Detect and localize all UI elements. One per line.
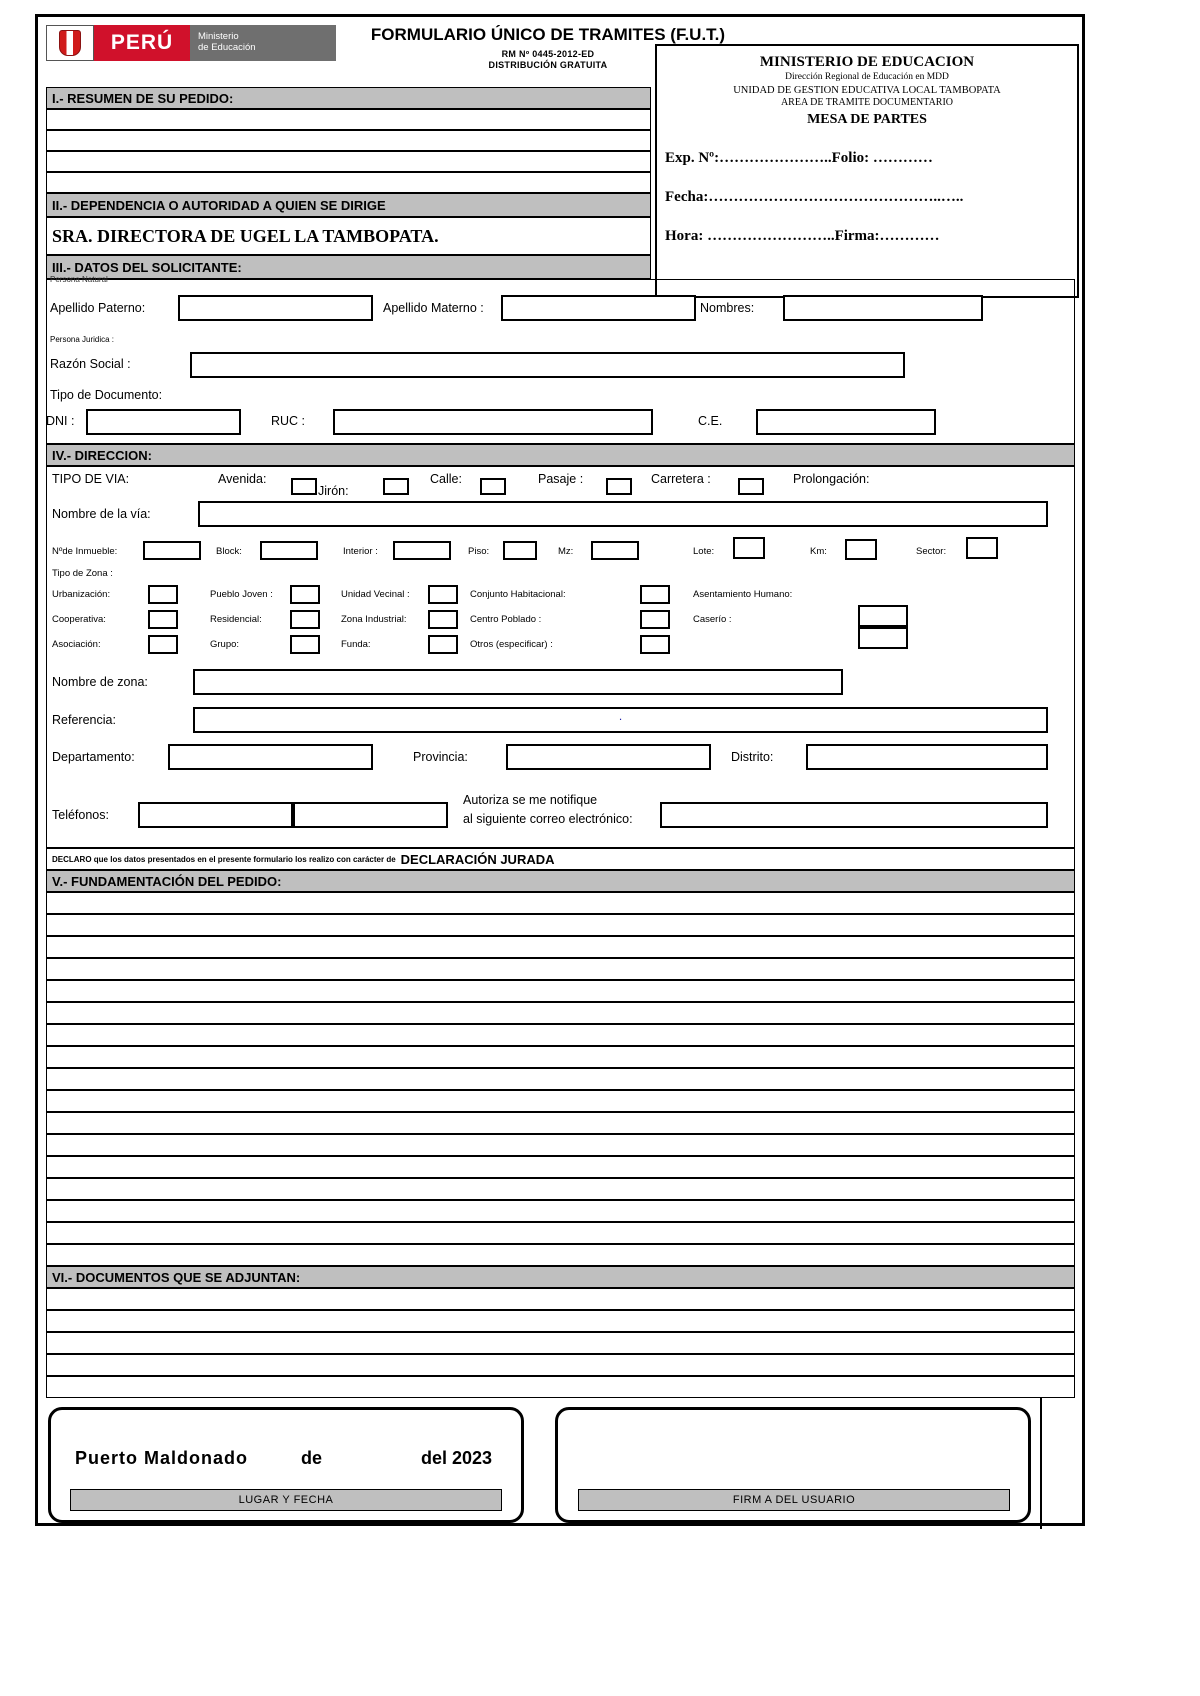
via-prolongacion-label: Prolongación: [793, 472, 870, 486]
correo-input[interactable] [660, 802, 1048, 828]
funda-checkbox[interactable] [428, 635, 458, 654]
fundamentacion-line-13[interactable] [46, 1156, 1075, 1178]
mesa-line3: UNIDAD DE GESTION EDUCATIVA LOCAL TAMBOPATA [733, 85, 1001, 96]
telefono-input-2[interactable] [293, 802, 448, 828]
sector-input[interactable] [966, 537, 998, 559]
via-calle-label: Calle: [430, 472, 462, 486]
mz-label: Mz: [558, 546, 574, 557]
via-pasaje-checkbox[interactable] [606, 478, 632, 495]
resumen-line-1[interactable] [46, 109, 651, 130]
interior-input[interactable] [393, 541, 451, 560]
residencial-checkbox[interactable] [290, 610, 320, 629]
grupo-label: Grupo: [210, 639, 240, 650]
section-dependencia-header: II.- DEPENDENCIA O AUTORIDAD A QUIEN SE DIRIGE [46, 193, 651, 217]
via-avenida-checkbox[interactable] [291, 478, 317, 495]
via-jiron-checkbox[interactable] [383, 478, 409, 495]
urbanizacion-checkbox[interactable] [148, 585, 178, 604]
fundamentacion-line-16[interactable] [46, 1222, 1075, 1244]
centro-poblado-label: Centro Poblado : [470, 614, 542, 625]
via-calle-checkbox[interactable] [480, 478, 506, 495]
km-input[interactable] [845, 539, 877, 560]
section-fundamentacion-header: V.- FUNDAMENTACIÓN DEL PEDIDO: [46, 870, 1075, 892]
piso-label: Piso: [468, 546, 490, 557]
peru-label: PERÚ [94, 25, 190, 61]
caserio-checkbox[interactable] [858, 627, 908, 649]
mesa-hora-firma-field[interactable]: Hora: ……………………..Firma:………… [665, 228, 940, 244]
provincia-label: Provincia: [413, 750, 468, 764]
asentamiento-humano-label: Asentamiento Humano: [693, 589, 793, 600]
mz-input[interactable] [591, 541, 639, 560]
numero-inmueble-label: Nºde Inmueble: [52, 546, 118, 557]
ministry-line1: Ministerio [198, 31, 239, 43]
cooperativa-checkbox[interactable] [148, 610, 178, 629]
distrito-label: Distrito: [731, 750, 774, 764]
fundamentacion-line-11[interactable] [46, 1112, 1075, 1134]
mesa-line4: AREA DE TRAMITE DOCUMENTARIO [780, 97, 954, 108]
mesa-line2: Dirección Regional de Educación en MDD [785, 72, 949, 82]
via-avenida-label: Avenida: [218, 472, 267, 486]
asentamiento-humano-checkbox[interactable] [858, 605, 908, 627]
fundamentacion-line-12[interactable] [46, 1134, 1075, 1156]
apellido-paterno-input[interactable] [178, 295, 373, 321]
block-input[interactable] [260, 541, 318, 560]
form-subtitle-rm: RM Nº 0445-2012-ED [501, 49, 595, 59]
grupo-checkbox[interactable] [290, 635, 320, 654]
persona-natural-label: Persona Natural [50, 275, 108, 284]
centro-poblado-checkbox[interactable] [640, 610, 670, 629]
ce-label: C.E. [698, 414, 723, 428]
razon-social-input[interactable] [190, 352, 905, 378]
referencia-input[interactable]: . [193, 707, 1048, 733]
right-edge-rule [1040, 1398, 1042, 1529]
resumen-line-2[interactable] [46, 130, 651, 151]
fundamentacion-line-4[interactable] [46, 958, 1075, 980]
mesa-fecha-field[interactable]: Fecha:………………………………………..….. [665, 189, 964, 205]
residencial-label: Residencial: [210, 614, 262, 625]
autoriza-label-line2: al siguiente correo electrónico: [463, 812, 633, 826]
fundamentacion-line-7[interactable] [46, 1024, 1075, 1046]
anio-text: del 2023 [421, 1448, 493, 1468]
apellido-paterno-label: Apellido Paterno: [50, 301, 146, 315]
documentos-line-3[interactable] [46, 1332, 1075, 1354]
section-solicitante-header: III.- DATOS DEL SOLICITANTE: [46, 255, 651, 279]
persona-juridica-label: Persona Juridica : [50, 335, 115, 344]
conjunto-habitacional-label: Conjunto Habitacional: [470, 589, 566, 600]
unidad-vecinal-label: Unidad Vecinal : [341, 589, 410, 600]
section-resumen-header: I.- RESUMEN DE SU PEDIDO: [46, 87, 651, 109]
fundamentacion-line-2[interactable] [46, 914, 1075, 936]
distrito-input[interactable] [806, 744, 1048, 770]
via-carretera-label: Carretera : [651, 472, 711, 486]
fundamentacion-line-5[interactable] [46, 980, 1075, 1002]
numero-inmueble-input[interactable] [143, 541, 201, 560]
nombres-input[interactable] [783, 295, 983, 321]
otros-especificar-checkbox[interactable] [640, 635, 670, 654]
resumen-line-4[interactable] [46, 172, 651, 193]
ruc-label: RUC : [271, 414, 306, 428]
lote-input[interactable] [733, 537, 765, 559]
via-carretera-checkbox[interactable] [738, 478, 764, 495]
ministry-line2: de Educación [198, 42, 256, 53]
apellido-materno-input[interactable] [501, 295, 696, 321]
km-label: Km: [810, 546, 827, 557]
section-direccion-header: IV.- DIRECCION: [46, 444, 1075, 466]
section-documentos-header: VI.- DOCUMENTOS QUE SE ADJUNTAN: [46, 1266, 1075, 1288]
telefono-input-1[interactable] [138, 802, 293, 828]
dni-input[interactable] [86, 409, 241, 435]
pueblo-joven-checkbox[interactable] [290, 585, 320, 604]
form-subtitle-distribucion: DISTRIBUCIÓN GRATUITA [488, 60, 608, 70]
zona-industrial-label: Zona Industrial: [341, 614, 407, 625]
pueblo-joven-label: Pueblo Joven : [210, 589, 273, 600]
lugar-fecha-caption: LUGAR Y FECHA [70, 1489, 502, 1511]
caserio-label: Caserío : [693, 614, 732, 625]
provincia-input[interactable] [506, 744, 711, 770]
declaracion-strong: DECLARACIÓN JURADA [400, 851, 555, 867]
peru-shield-icon [46, 25, 94, 61]
nombre-zona-label: Nombre de zona: [52, 675, 148, 689]
ce-input[interactable] [756, 409, 936, 435]
fundamentacion-line-8[interactable] [46, 1046, 1075, 1068]
tipo-zona-label: Tipo de Zona : [52, 568, 113, 579]
declaracion-text: DECLARO que los datos presentados en el presente formulario los realizo con carácter de [52, 854, 396, 864]
declaracion-jurada-row [46, 848, 1075, 870]
razon-social-label: Razón Social : [50, 357, 131, 371]
documentos-line-2[interactable] [46, 1310, 1075, 1332]
zona-industrial-checkbox[interactable] [428, 610, 458, 629]
mesa-line5: MESA DE PARTES [807, 112, 927, 127]
telefonos-label: Teléfonos: [52, 808, 109, 822]
lote-label: Lote: [693, 546, 715, 557]
firma-usuario-caption: FIRM A DEL USUARIO [578, 1489, 1010, 1511]
tipo-via-label: TIPO DE VIA: [52, 472, 130, 486]
lugar-text: Puerto Maldonado [75, 1448, 248, 1468]
funda-label: Funda: [341, 639, 371, 650]
block-label: Block: [216, 546, 242, 557]
via-pasaje-label: Pasaje : [538, 472, 584, 486]
nombre-via-input[interactable] [198, 501, 1048, 527]
ruc-input[interactable] [333, 409, 653, 435]
otros-especificar-label: Otros (especificar) : [470, 639, 553, 650]
urbanizacion-label: Urbanización: [52, 589, 111, 600]
departamento-label: Departamento: [52, 750, 135, 764]
fundamentacion-line-9[interactable] [46, 1068, 1075, 1090]
departamento-input[interactable] [168, 744, 373, 770]
documentos-line-4[interactable] [46, 1354, 1075, 1376]
fundamentacion-line-1[interactable] [46, 892, 1075, 914]
fundamentacion-line-17[interactable] [46, 1244, 1075, 1266]
dependencia-value[interactable]: SRA. DIRECTORA DE UGEL LA TAMBOPATA. [46, 217, 651, 255]
nombre-via-label: Nombre de la vía: [52, 507, 151, 521]
apellido-materno-label: Apellido Materno : [383, 301, 484, 315]
conjunto-habitacional-checkbox[interactable] [640, 585, 670, 604]
nombres-label: Nombres: [700, 301, 755, 315]
form-sheet [35, 14, 1085, 1526]
piso-input[interactable] [503, 541, 537, 560]
resumen-line-3[interactable] [46, 151, 651, 172]
fecha-de-text: de [301, 1448, 323, 1468]
autoriza-label-line1: Autoriza se me notifique [463, 793, 598, 807]
fundamentacion-line-10[interactable] [46, 1090, 1075, 1112]
ministry-label [190, 25, 336, 61]
fundamentacion-line-14[interactable] [46, 1178, 1075, 1200]
form-title: FORMULARIO ÚNICO DE TRAMITES (F.U.T.) [370, 25, 726, 44]
dni-label: DNI : [46, 414, 75, 428]
referencia-label: Referencia: [52, 713, 116, 727]
mesa-exp-field[interactable]: Exp. Nº:…………………..Folio: ………… [665, 150, 933, 166]
via-jiron-label: Jirón: [318, 484, 349, 498]
documentos-line-1[interactable] [46, 1288, 1075, 1310]
documentos-line-5[interactable] [46, 1376, 1075, 1398]
nombre-zona-input[interactable] [193, 669, 843, 695]
asociacion-label: Asociación: [52, 639, 101, 650]
fundamentacion-line-6[interactable] [46, 1002, 1075, 1024]
cooperativa-label: Cooperativa: [52, 614, 106, 625]
mesa-line1: MINISTERIO DE EDUCACION [759, 54, 975, 70]
fundamentacion-line-3[interactable] [46, 936, 1075, 958]
unidad-vecinal-checkbox[interactable] [428, 585, 458, 604]
mesa-de-partes-box [655, 44, 1079, 298]
ministry-logo [46, 25, 336, 61]
interior-label: Interior : [343, 546, 378, 557]
tipo-documento-label: Tipo de Documento: [50, 388, 163, 402]
sector-label: Sector: [916, 546, 947, 557]
asociacion-checkbox[interactable] [148, 635, 178, 654]
fundamentacion-line-15[interactable] [46, 1200, 1075, 1222]
